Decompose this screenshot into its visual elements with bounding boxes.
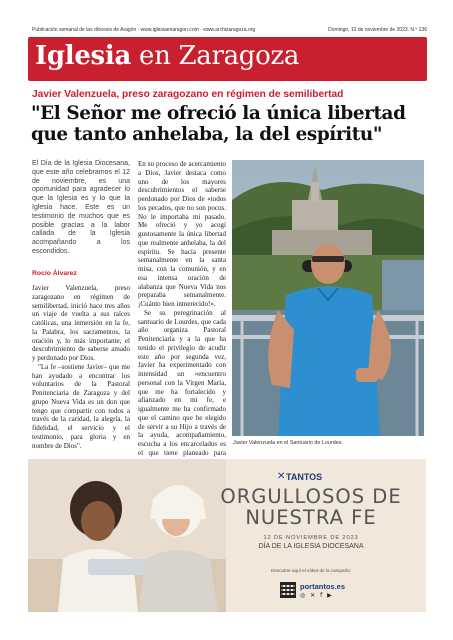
article-kicker: Javier Valenzuela, preso zaragozano en régimen de semilibertad (32, 89, 344, 100)
masthead (28, 37, 427, 81)
ad-video-prompt: Descubre aquí el vídeo de la campaña: (271, 568, 351, 573)
paragraph: "La fe –sostiene Javier– que me han ayudado a encontrar los voluntarios de la Pastoral Penitenciaria de Zaragoza y del grupo Nueva Vida es un don que tengo que compartir con todos a través de la caridad, la alegría, la fidelidad, el servicio y el testimonio, para gloria y en nombre de Dios". (32, 362, 130, 450)
top-info-line (32, 27, 427, 35)
tantos-logo-icon: ✕ (277, 471, 286, 482)
issue-date: Domingo, 12 de noviembre de 2023. N.º 136 (328, 27, 427, 33)
paragraph: Se su peregrinación al santuario de Lourdes, que cada año organiza Pastoral Penitenciaria y a la que ha tenido el privilegio de acudir este año por segunda vez, Javier ha experimentado con intensidad un «encuentro personal con la Virgen María, que me ha fortalecido y afianzado en mi fe, e igualmente me ha confirmado que el camino que he elegido de servir a su Hijo a través de la ayuda, acompañamiento, escucha a los encarcelados es el que tiene planeado para (138, 308, 226, 457)
masthead-title-bold: Iglesia (35, 41, 132, 71)
article-photo (232, 160, 424, 436)
ad-date: 12 DE NOVIEMBRE DE 2023 (263, 535, 359, 541)
ad-brand: TANTOS (286, 472, 323, 482)
social-icons[interactable]: ◎ ✕ f ▶ (300, 592, 334, 599)
publication-info: Publicación semanal de las diócesis de Aragón · www.iglesiaenaragon.com · www.archizaragoza.org (32, 27, 256, 33)
ad-website-link[interactable]: portantos.es (300, 582, 346, 591)
article-column-1 (32, 284, 130, 450)
paragraph: Javier Valenzuela, preso zaragozano en régimen de semilibertad, inició hace tres años un viaje de vuelta a sus raíces católicas, una inmersión en la fe, la Palabra, los sacramentos, la oración y, lo más importante, el descubrimiento de saberse amado y perdonado por Dios. (32, 284, 130, 362)
masthead-title (35, 41, 299, 71)
ad-event-title: DÍA DE LA IGLESIA DIOCESANA (258, 543, 364, 550)
ad-headline: ORGULLOSOS DE NUESTRA FE (220, 485, 402, 529)
masthead-title-rest: en Zaragoza (131, 41, 300, 71)
article-column-2 (138, 160, 226, 466)
ad-illustration (28, 459, 226, 612)
article-headline: "El Señor me ofreció la única libertad que tanto anhelaba, la del espíritu" (31, 103, 406, 145)
paragraph: En su proceso de acercamiento a Dios, Javier destaca como uno de los mayores descubrimientos el saberse perdonado por Dios de «todos los pecados, que no son pocos. No le importaba mi pasado. Me ofreció y yo acogí gustosamente la única libertad que realmente anhelaba, la del espíritu. Se hacía presente semanalmente en la santa misa, con la comunión, y en esa intensa oración de alabanza que Nueva Vida nos preparaba semanalmente. ¡Cuánto bien inmerecido!». (138, 160, 226, 308)
article-intro: El Día de la Iglesia Diocesana, que este año celebramos el 12 de noviembre, es una oportunidad para agradecer lo que la Iglesia es y lo que la Iglesia hace. Este es un testimonio de muchos que es posible gracias a la labor callada de la Iglesia acompañando a los escondidos. (32, 160, 130, 255)
qr-code-icon[interactable] (280, 582, 296, 598)
photo-caption: Javier Valenzuela en el Santuario de Lourdes. (233, 440, 343, 446)
article-byline: Rocío Álvarez (32, 270, 77, 277)
lourdes-photo-illustration (232, 160, 424, 436)
